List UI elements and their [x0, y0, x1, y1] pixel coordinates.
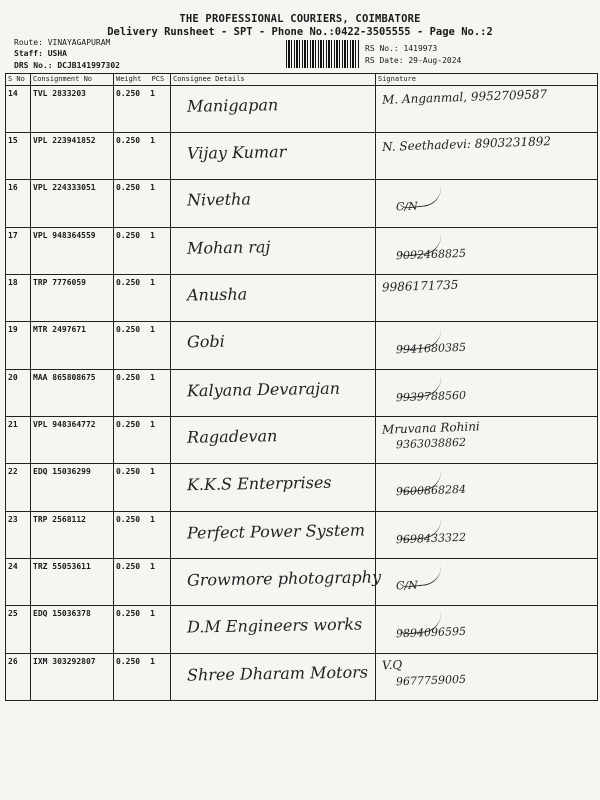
consignment-number: VPL 948364772	[31, 417, 114, 464]
signature-phone: C/N	[395, 578, 418, 593]
consignee-name: Vijay Kumar	[186, 142, 287, 163]
consignment-number: TVL 2833203	[31, 86, 114, 133]
weight-value: 0.250	[116, 373, 141, 382]
weight-pcs-cell	[114, 228, 171, 275]
consignee-cell	[171, 275, 376, 322]
consignee-cell	[171, 559, 382, 606]
consignee-name: Manigapan	[186, 95, 279, 116]
table-row	[6, 180, 598, 228]
table-row	[6, 275, 598, 322]
consignee-name: Nivetha	[186, 189, 252, 210]
consignee-cell	[171, 464, 376, 512]
consignee-name: Mohan raj	[186, 237, 271, 258]
signature-phone: 9363038862	[395, 435, 467, 452]
serial-number: 19	[6, 322, 31, 370]
weight-pcs-cell	[114, 370, 171, 417]
pcs-value: 1	[150, 657, 155, 666]
serial-number: 24	[6, 559, 31, 606]
signature-cell	[376, 180, 598, 228]
weight-pcs-cell	[114, 322, 171, 370]
consignee-name: Kalyana Devarajan	[186, 378, 341, 401]
weight-value: 0.250	[116, 609, 141, 618]
pcs-value: 1	[150, 183, 155, 192]
serial-number: 15	[6, 133, 31, 180]
consignee-cell	[171, 86, 376, 133]
serial-number: 16	[6, 180, 31, 228]
table-row	[6, 370, 598, 417]
consignment-number: VPL 223941852	[31, 133, 114, 180]
col-weight-pcs: Weight PCS	[114, 74, 171, 86]
weight-value: 0.250	[116, 562, 141, 571]
weight-value: 0.250	[116, 467, 141, 476]
signature-phone: C/N	[395, 199, 418, 214]
signature-phone: 9939788560	[395, 388, 467, 405]
signature-text: N. Seethadevi: 8903231892	[381, 134, 552, 154]
weight-value: 0.250	[116, 278, 141, 287]
pcs-value: 1	[150, 420, 155, 429]
weight-value: 0.250	[116, 89, 141, 98]
serial-number: 17	[6, 228, 31, 275]
consignee-name: Shree Dharam Motors	[186, 662, 369, 685]
weight-pcs-cell	[114, 606, 171, 654]
signature-cell	[376, 86, 598, 133]
signature-phone: 9698433322	[395, 530, 467, 547]
table-row	[6, 133, 598, 180]
consignment-number: MAA 865808675	[31, 370, 114, 417]
pcs-value: 1	[150, 136, 155, 145]
consignee-cell	[171, 512, 376, 559]
drs-label: DRS No.:	[14, 61, 53, 70]
consignee-name: Gobi	[186, 331, 225, 352]
signature-cell	[376, 322, 598, 370]
pcs-value: 1	[150, 231, 155, 240]
consignment-number: TRP 7776059	[31, 275, 114, 322]
serial-number: 20	[6, 370, 31, 417]
serial-number: 14	[6, 86, 31, 133]
table-row	[6, 559, 598, 606]
runsheet-subtitle: Delivery Runsheet - SPT - Phone No.:0422-3505555 - Page No.:2	[107, 26, 493, 38]
table-row	[6, 606, 598, 654]
serial-number: 26	[6, 654, 31, 701]
table-row	[6, 464, 598, 512]
pcs-value: 1	[150, 562, 155, 571]
signature-phone: 9941680385	[395, 340, 467, 357]
consignee-name: Growmore photography	[186, 567, 382, 590]
weight-value: 0.250	[116, 420, 141, 429]
signature-text: 9986171735	[381, 277, 459, 295]
table-row	[6, 86, 598, 133]
table-row	[6, 228, 598, 275]
signature-phone: 9092468825	[395, 246, 467, 263]
weight-value: 0.250	[116, 325, 141, 334]
weight-value: 0.250	[116, 515, 141, 524]
consignee-name: Ragadevan	[186, 426, 278, 447]
table-row	[6, 654, 598, 701]
signature-cell	[376, 275, 598, 322]
table-row	[6, 417, 598, 464]
consignment-number: VPL 948364559	[31, 228, 114, 275]
route-label: Route: VINAYAGAPURAM	[14, 38, 111, 47]
pcs-value: 1	[150, 373, 155, 382]
runsheet-table	[5, 73, 598, 701]
signature-cell	[376, 417, 598, 464]
signature-text: M. Anganmal, 9952709587	[381, 87, 548, 107]
consignee-cell	[171, 180, 376, 228]
weight-pcs-cell	[114, 654, 171, 701]
col-signature: Signature	[376, 74, 598, 86]
signature-cell	[376, 606, 598, 654]
weight-value: 0.250	[116, 231, 141, 240]
weight-value: 0.250	[116, 136, 141, 145]
table-header-row	[6, 74, 598, 86]
pcs-value: 1	[150, 609, 155, 618]
weight-pcs-cell	[114, 133, 171, 180]
table-row	[6, 322, 598, 370]
consignment-number: EDQ 15036299	[31, 464, 114, 512]
serial-number: 25	[6, 606, 31, 654]
col-sno: S No	[6, 74, 31, 86]
weight-pcs-cell	[114, 417, 171, 464]
signature-cell	[376, 559, 598, 606]
consignment-number: EDQ 15036378	[31, 606, 114, 654]
consignee-name: Perfect Power System	[186, 520, 366, 543]
signature-cell	[376, 370, 598, 417]
pcs-value: 1	[150, 467, 155, 476]
pcs-value: 1	[150, 325, 155, 334]
company-title: THE PROFESSIONAL COURIERS, COIMBATORE	[179, 13, 421, 25]
table-row	[6, 512, 598, 559]
consignee-cell	[171, 417, 376, 464]
signature-phone: 9894096595	[395, 624, 467, 641]
weight-value: 0.250	[116, 657, 141, 666]
consignee-name: K.K.S Enterprises	[186, 472, 332, 495]
weight-pcs-cell	[114, 86, 171, 133]
barcode	[286, 40, 360, 68]
signature-cell	[376, 654, 598, 701]
pcs-value: 1	[150, 515, 155, 524]
signature-phone: 9677759005	[395, 672, 467, 689]
consignee-cell	[171, 133, 376, 180]
signature-cell	[376, 512, 598, 559]
weight-pcs-cell	[114, 559, 171, 606]
weight-pcs-cell	[114, 275, 171, 322]
consignee-name: D.M Engineers works	[186, 614, 363, 637]
pcs-value: 1	[150, 278, 155, 287]
rs-date: RS Date: 29-Aug-2024	[365, 56, 462, 65]
serial-number: 22	[6, 464, 31, 512]
consignee-cell	[171, 228, 376, 275]
signature-text: V.Q	[381, 657, 403, 673]
signature-text: Mruvana Rohini	[381, 419, 480, 437]
signature-phone: 9600868284	[395, 482, 467, 499]
col-consignee: Consignee Details	[171, 74, 376, 86]
consignee-cell	[171, 322, 376, 370]
weight-pcs-cell	[114, 512, 171, 559]
drs-value: DCJB141997302	[57, 61, 120, 70]
drs-number	[14, 61, 120, 70]
signature-cell	[376, 464, 598, 512]
signature-cell	[376, 133, 598, 180]
serial-number: 21	[6, 417, 31, 464]
serial-number: 23	[6, 512, 31, 559]
consignee-cell	[171, 370, 376, 417]
consignment-number: VPL 224333051	[31, 180, 114, 228]
serial-number: 18	[6, 275, 31, 322]
weight-pcs-cell	[114, 180, 171, 228]
consignment-number: TRP 2568112	[31, 512, 114, 559]
consignee-cell	[171, 654, 376, 701]
col-consignment: Consignment No	[31, 74, 114, 86]
consignment-number: TRZ 55053611	[31, 559, 114, 606]
consignee-name: Anusha	[186, 284, 248, 305]
signature-cell	[376, 228, 598, 275]
consignment-number: IXM 303292807	[31, 654, 114, 701]
weight-value: 0.250	[116, 183, 141, 192]
staff-label: Staff: USHA	[14, 49, 67, 58]
consignment-number: MTR 2497671	[31, 322, 114, 370]
consignee-cell	[171, 606, 376, 654]
rs-number: RS No.: 1419973	[365, 44, 438, 53]
pcs-value: 1	[150, 89, 155, 98]
weight-pcs-cell	[114, 464, 171, 512]
